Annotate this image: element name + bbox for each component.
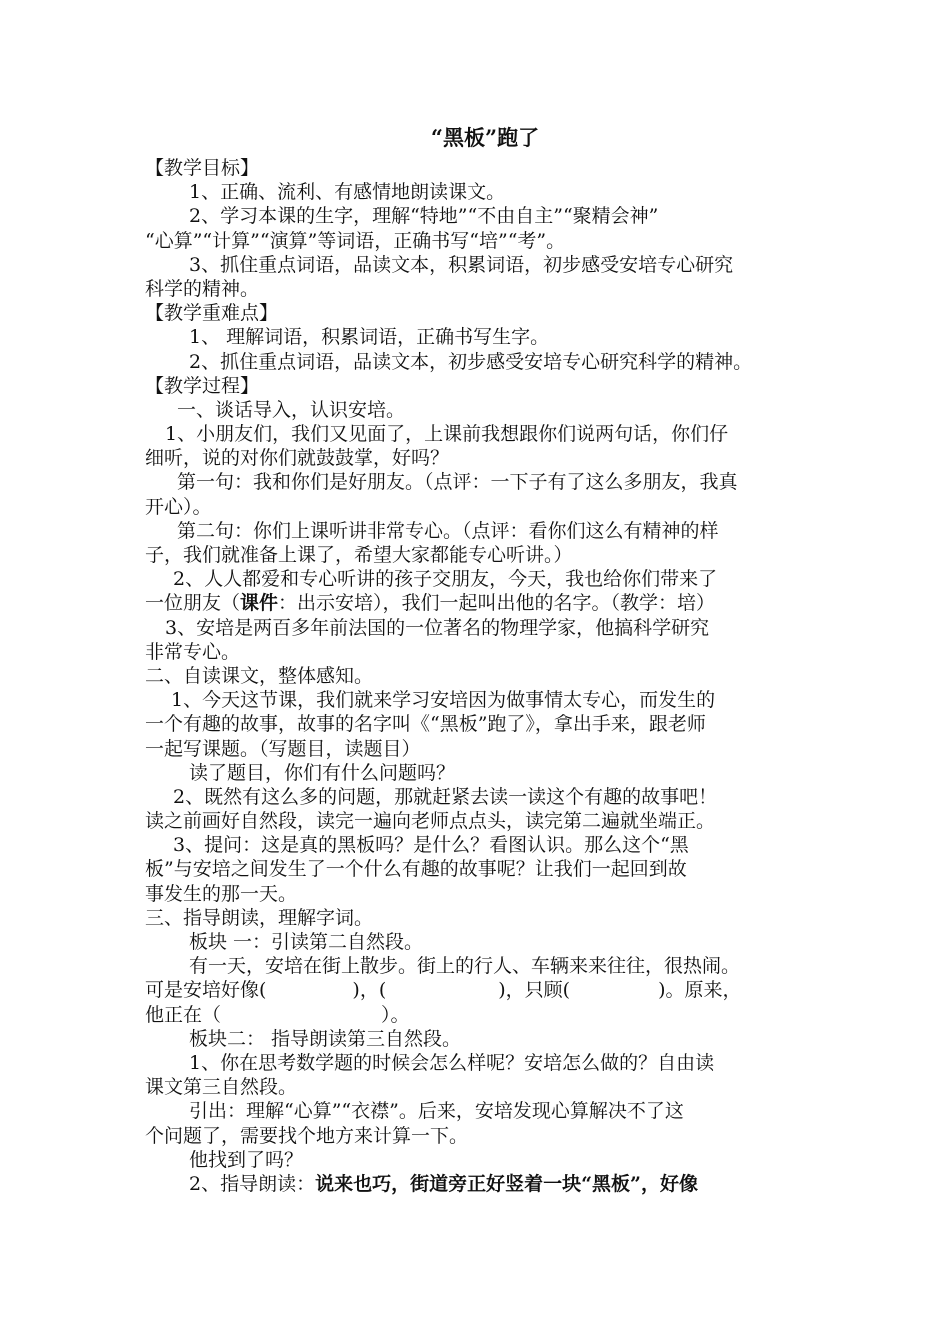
block-2-para-3 [145,1172,825,1196]
objective-1: 1、正确、流利、有感情地朗读课文。 [189,181,506,204]
fill-text-b: )，( [352,979,387,1002]
step-1-heading: 一、谈话导入，认识安培。 [177,398,406,421]
block-2-para-2: 引出：理解“心算”“衣襟”。后来，安培发现心算解决不了这 [189,1100,684,1123]
block-2-heading: 板块二： 指导朗读第三自然段。 [189,1027,462,1050]
document-page [145,120,825,1196]
step-2-para-2: 2、既然有这么多的问题，那就赶紧去读一读这个有趣的故事吧！ [173,785,718,808]
step-1-para-1-cont: 细听，说的对你们就鼓鼓掌，好吗？ [145,447,450,470]
objective-3-cont: 科学的精神。 [145,277,260,300]
courseware-before: 一位朋友（ [145,592,241,615]
section-heading-key-points: 【教学重难点】 [145,302,279,325]
section-heading-objectives: 【教学目标】 [145,157,260,179]
block-2-para-1: 1、你在思考数学题的时候会怎么样呢？安培怎么做的？自由读 [189,1051,715,1074]
guided-reading-label: 2、指导朗读： [189,1172,316,1195]
objective-2: 2、学习本课的生字，理解“特地”“不由自主”“聚精会神” [189,205,659,228]
fill-text-f: ）。 [381,1003,410,1026]
step-2-para-3-cont: 板”与安培之间发生了一个什么有趣的故事呢？让我们一起回到故 [145,858,687,881]
block-1-heading: 板块 一：引读第二自然段。 [189,931,424,953]
courseware-label: 课件 [240,592,279,615]
step-2-heading: 二、自读课文，整体感知。 [145,664,374,687]
step-1-sentence-1-cont: 开心）。 [145,495,212,518]
step-1-para-2: 2、人人都爱和专心听讲的孩子交朋友，今天，我也给你们带来了 [173,568,718,591]
step-2-para-1: 1、今天这节课，我们就来学习安培因为做事情太专心，而发生的 [171,689,716,712]
step-2-para-1-end: 一起写课题。（写题目，读题目） [145,737,421,760]
fill-text-d: )。原来， [658,979,742,1002]
fill-text-a: 可是安培好像( [145,979,267,1002]
fill-in-line-2 [145,1003,825,1027]
key-point-2: 2、抓住重点词语，品读文本，初步感受安培专心研究科学的精神。 [189,350,753,373]
step-3-heading: 三、指导朗读，理解字词。 [145,906,374,929]
block-2-para-2-cont: 个问题了，需要找个地方来计算一下。 [145,1124,469,1147]
step-1-para-3-cont: 非常专心。 [145,640,241,663]
fill-text-c: )，只顾( [498,979,571,1002]
section-heading-process: 【教学过程】 [145,374,260,397]
fill-in-line-1 [145,978,825,1002]
courseware-after: ：出示安培），我们一起叫出他的名字。（教学：培） [278,592,716,615]
objective-2-cont: “心算”“计算”“演算”等词语，正确书写“培”“考”。 [145,229,566,252]
step-2-para-3: 3、提问：这是真的黑板吗？是什么？看图认识。那么这个“黑 [173,834,689,857]
step-1-sentence-1: 第一句：我和你们是好朋友。（点评：一下子有了这么多朋友，我真 [177,471,738,494]
block-2-para-1-cont: 课文第三自然段。 [145,1076,298,1099]
objective-3: 3、抓住重点词语，品读文本，积累词语，初步感受安培专心研究 [189,253,734,276]
step-2-question: 读了题目，你们有什么问题吗？ [189,761,456,784]
step-1-sentence-2: 第二句：你们上课听讲非常专心。（点评：看你们这么有精神的样 [177,519,719,542]
key-point-1: 1、 理解词语，积累词语，正确书写生字。 [189,326,550,349]
step-1-para-3: 3、安培是两百多年前法国的一位著名的物理学家，他搞科学研究 [165,616,710,639]
step-2-para-1-cont: 一个有趣的故事，故事的名字叫《“黑板”跑了》，拿出手来，跟老师 [145,713,706,736]
fill-text-e: 他正在（ [145,1003,222,1026]
block-1-para: 有一天，安培在街上散步。街上的行人、车辆来来往往，很热闹。 [189,955,741,978]
step-1-para-2-cont [145,591,825,615]
step-2-para-3-end: 事发生的那一天。 [145,882,298,905]
step-2-para-2-cont: 读之前画好自然段，读完一遍向老师点点头，读完第二遍就坐端正。 [145,810,716,833]
step-1-para-1: 1、小朋友们，我们又见面了，上课前我想跟你们说两句话，你们仔 [165,423,729,446]
guided-reading-text: 说来也巧，街道旁正好竖着一块“黑板”，好像 [315,1172,698,1195]
block-2-question: 他找到了吗？ [189,1148,304,1171]
step-1-sentence-2-cont: 子，我们就准备上课了，希望大家都能专心听讲。） [145,544,573,566]
document-title: “黑板”跑了 [430,125,540,150]
